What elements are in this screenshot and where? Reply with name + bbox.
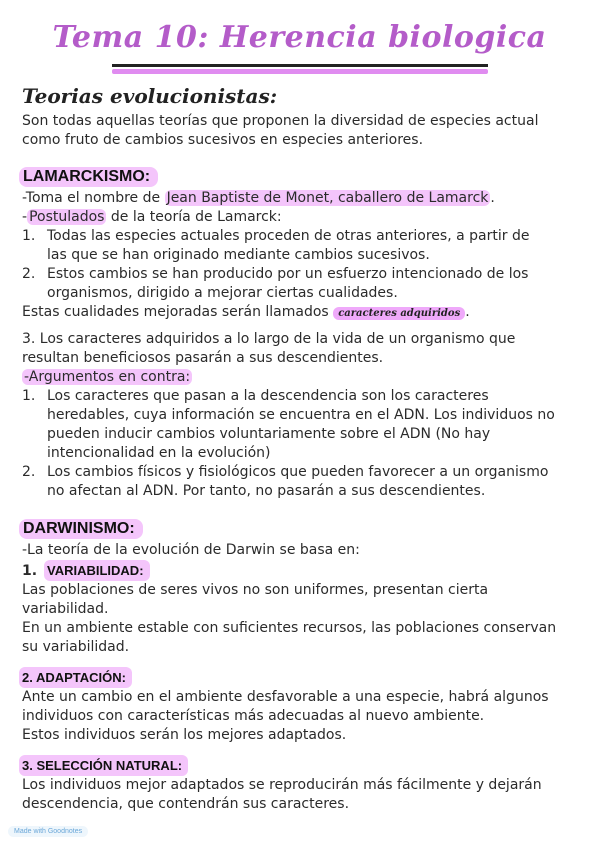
postulados-post: de la teoría de Lamarck: (106, 209, 282, 225)
title-underline (112, 64, 488, 67)
contra-line: Los caracteres que pasan a la descendencia son los caracteres (47, 388, 489, 404)
lamarck-name-highlight: Jean Baptiste de Monet, caballero de Lamarck (166, 190, 489, 206)
adquiridos-post: . (465, 304, 470, 320)
lamarck-name-post: . (490, 190, 495, 206)
spacer (22, 745, 587, 755)
lamarck-name-line (22, 189, 587, 208)
postulado-line: las que se han originado mediante cambios sucesivos. (47, 247, 430, 263)
postulado-line: Todas las especies actuales proceden de otras anteriores, a partir de (47, 228, 530, 244)
contra-line: intencionalidad en la evolución) (47, 445, 271, 461)
variabilidad-label-line (22, 560, 587, 581)
title-highlight-underline (112, 69, 488, 74)
variabilidad-line: Las poblaciones de seres vivos no son uniformes, presentan cierta (22, 582, 489, 598)
teorias-heading: Teorias evolucionistas: (22, 84, 278, 108)
argumentos-contra-label: -Argumentos en contra: (24, 369, 191, 385)
contra-item (22, 387, 587, 463)
seleccion-line: descendencia, que contendrán sus caracteres. (22, 796, 350, 812)
teorias-intro (22, 112, 582, 150)
lamarck-heading: LAMARCKISMO: (19, 167, 158, 187)
postulados-pre: - (22, 209, 28, 225)
adaptacion-line: Ante un cambio en el ambiente desfavorable a una especie, habrá algunos (22, 689, 549, 705)
darwin-heading: DARWINISMO: (19, 519, 143, 539)
spacer (22, 657, 587, 667)
lamarck-name-pre: -Toma el nombre de (22, 190, 165, 206)
variabilidad-label: VARIABILIDAD: (44, 560, 150, 581)
variabilidad-line: En un ambiente estable con suficientes recursos, las poblaciones conservan (22, 620, 557, 636)
postulado-number: 1. (22, 228, 36, 244)
contra-item (22, 463, 587, 501)
contra-line: Los cambios físicos y fisiológicos que pueden favorecer a un organismo (47, 464, 549, 480)
contra-number: 2. (22, 464, 36, 480)
contra-line: pueden inducir cambios voluntariamente sobre el ADN (No hay (47, 426, 491, 442)
lamarck-heading-wrap (19, 166, 158, 187)
postulado-number: 2. (22, 266, 36, 282)
page-title: Tema 10: Herencia biologica (52, 20, 547, 55)
contra-line: heredables, cuya información se encuentra en el ADN. Los individuos no (47, 407, 555, 423)
adaptacion-line: Estos individuos serán los mejores adaptados. (22, 727, 347, 743)
postulado3-line1: 3. Los caracteres adquiridos a lo largo de la vida de un organismo que (22, 331, 516, 347)
goodnotes-badge: Made with Goodnotes (8, 826, 88, 837)
adaptacion-label: 2. ADAPTACIÓN: (19, 667, 132, 688)
postulado-item (22, 265, 587, 303)
seleccion-label: 3. SELECCIÓN NATURAL: (19, 755, 188, 776)
lamarck-body (22, 189, 587, 501)
postulado-line: Estos cambios se han producido por un esfuerzo intencionado de los (47, 266, 529, 282)
teorias-intro-line2: como fruto de cambios sucesivos en especies anteriores. (22, 132, 424, 148)
postulado-text (47, 265, 587, 303)
variabilidad-line: su variabilidad. (22, 639, 130, 655)
adquiridos-line (22, 303, 587, 323)
contra-line: no afectan al ADN. Por tanto, no pasarán a sus descendientes. (47, 483, 486, 499)
lamarck-postulados-line (22, 208, 587, 227)
variabilidad-line: variabilidad. (22, 601, 109, 617)
postulado-line: organismos, dirigido a mejorar ciertas cualidades. (47, 285, 398, 301)
adquiridos-tag: caracteres adquiridos (333, 307, 465, 320)
teorias-intro-line1: Son todas aquellas teorías que proponen la diversidad de especies actual (22, 113, 539, 129)
postulado-text (47, 227, 587, 265)
contra-text (47, 387, 587, 463)
postulado-item (22, 227, 587, 265)
seleccion-line: Los individuos mejor adaptados se reproducirán más fácilmente y dejarán (22, 777, 542, 793)
spacer (22, 323, 587, 330)
darwin-intro: -La teoría de la evolución de Darwin se basa en: (22, 542, 360, 558)
adquiridos-pre: Estas cualidades mejoradas serán llamados (22, 304, 334, 320)
darwin-body (22, 541, 587, 814)
contra-number: 1. (22, 388, 36, 404)
adaptacion-line: individuos con características más adecuadas al nuevo ambiente. (22, 708, 485, 724)
variabilidad-number: 1. (22, 563, 38, 579)
postulado3-line2: resultan beneficiosos pasarán a sus descendientes. (22, 350, 384, 366)
darwin-heading-wrap (19, 518, 143, 539)
contra-text (47, 463, 587, 501)
postulados-highlight: Postulados (29, 209, 105, 225)
